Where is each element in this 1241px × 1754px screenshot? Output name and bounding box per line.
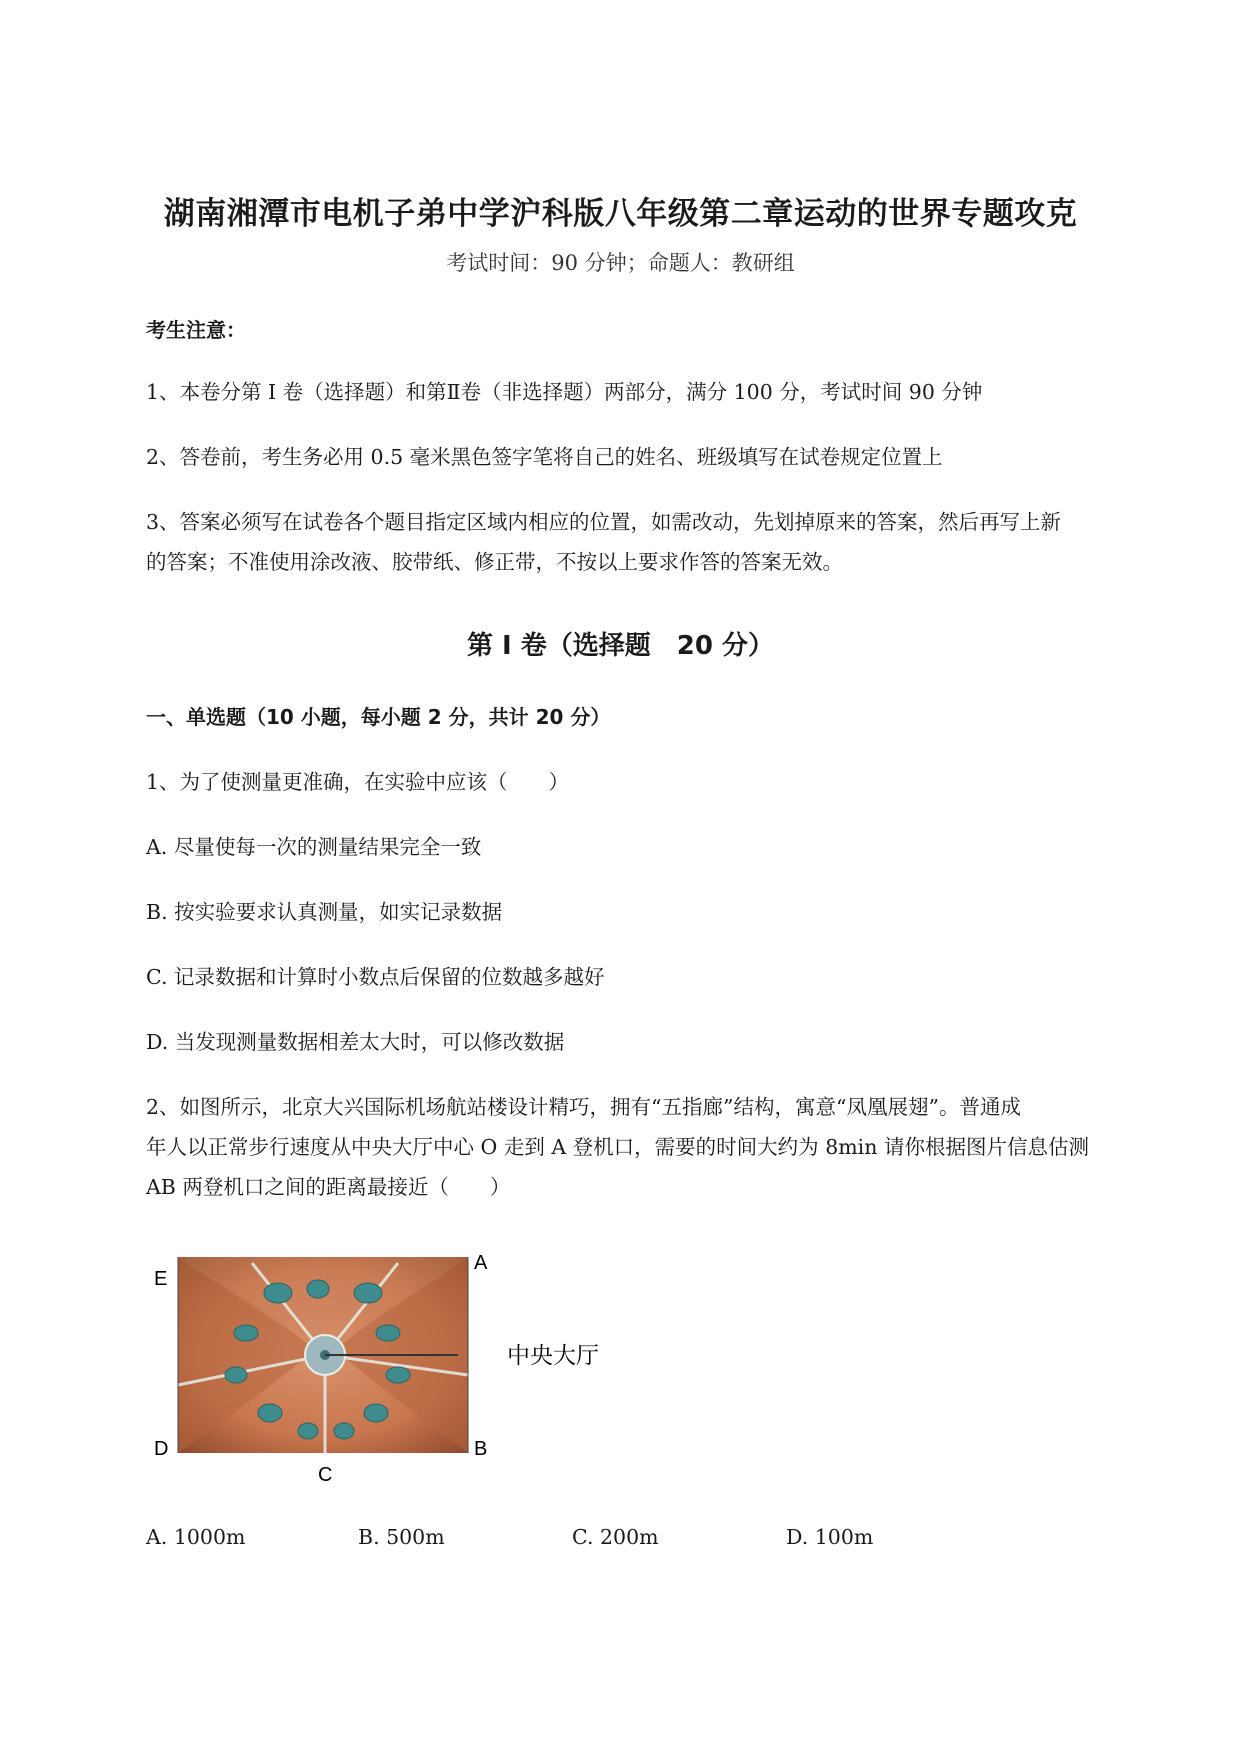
- question-1-option-a[interactable]: A. 尽量使每一次的测量结果完全一致: [146, 835, 482, 859]
- notice-item-3-cont: 的答案；不准使用涂改液、胶带纸、修正带，不按以上要求作答的答案无效。: [146, 550, 843, 574]
- notice-item-1: 1、本卷分第 I 卷（选择题）和第Ⅱ卷（非选择题）两部分，满分 100 分，考试时间 90 分钟: [146, 380, 983, 404]
- question-2-stem-line-3: AB 两登机口之间的距离最接近（ ）: [146, 1175, 511, 1199]
- notice-item-2: 2、答卷前，考生务必用 0.5 毫米黑色签字笔将自己的姓名、班级填写在试卷规定位置上: [146, 445, 943, 469]
- question-2-option-a[interactable]: A. 1000m: [146, 1525, 246, 1549]
- label-d: D: [154, 1438, 169, 1460]
- page-title: 湖南湘潭市电机子弟中学沪科版八年级第二章运动的世界专题攻克: [163, 196, 1078, 232]
- notice-item-3: 3、答案必须写在试卷各个题目指定区域内相应的位置，如需改动，先划掉原来的答案，然后再写上新: [146, 510, 1062, 534]
- airport-aerial-image: [140, 1245, 620, 1485]
- label-a: A: [474, 1252, 488, 1274]
- question-1-stem: 1、为了使测量更准确，在实验中应该（ ）: [146, 770, 570, 794]
- question-2-stem-line-2: 年人以正常步行速度从中央大厅中心 O 走到 A 登机口，需要的时间大约为 8min 请你根据图片信息估测: [146, 1135, 1089, 1159]
- question-2-option-c[interactable]: C. 200m: [572, 1525, 659, 1549]
- question-1-option-c[interactable]: C. 记录数据和计算时小数点后保留的位数越多越好: [146, 965, 605, 989]
- question-1-option-b[interactable]: B. 按实验要求认真测量，如实记录数据: [146, 900, 503, 924]
- part-heading: 一、单选题（10 小题，每小题 2 分，共计 20 分）: [146, 705, 611, 729]
- question-2-option-d[interactable]: D. 100m: [786, 1525, 874, 1549]
- question-2-stem-line-1: 2、如图所示，北京大兴国际机场航站楼设计精巧，拥有“五指廊”结构，寓意“凤凰展翅”。普通成: [146, 1095, 1021, 1119]
- question-2-options: [146, 1525, 1146, 1565]
- label-c: C: [318, 1464, 333, 1485]
- exam-info: 考试时间：90 分钟；命题人：教研组: [446, 251, 795, 275]
- label-b: B: [474, 1438, 488, 1460]
- question-1-option-d[interactable]: D. 当发现测量数据相差太大时，可以修改数据: [146, 1030, 565, 1054]
- airport-figure: [140, 1245, 620, 1485]
- question-2-option-b[interactable]: B. 500m: [358, 1525, 445, 1549]
- label-e: E: [154, 1268, 168, 1290]
- central-hall-callout: 中央大厅: [507, 1343, 599, 1369]
- section-title: 第 I 卷（选择题 20 分）: [466, 631, 774, 661]
- notice-heading: 考生注意：: [146, 318, 246, 342]
